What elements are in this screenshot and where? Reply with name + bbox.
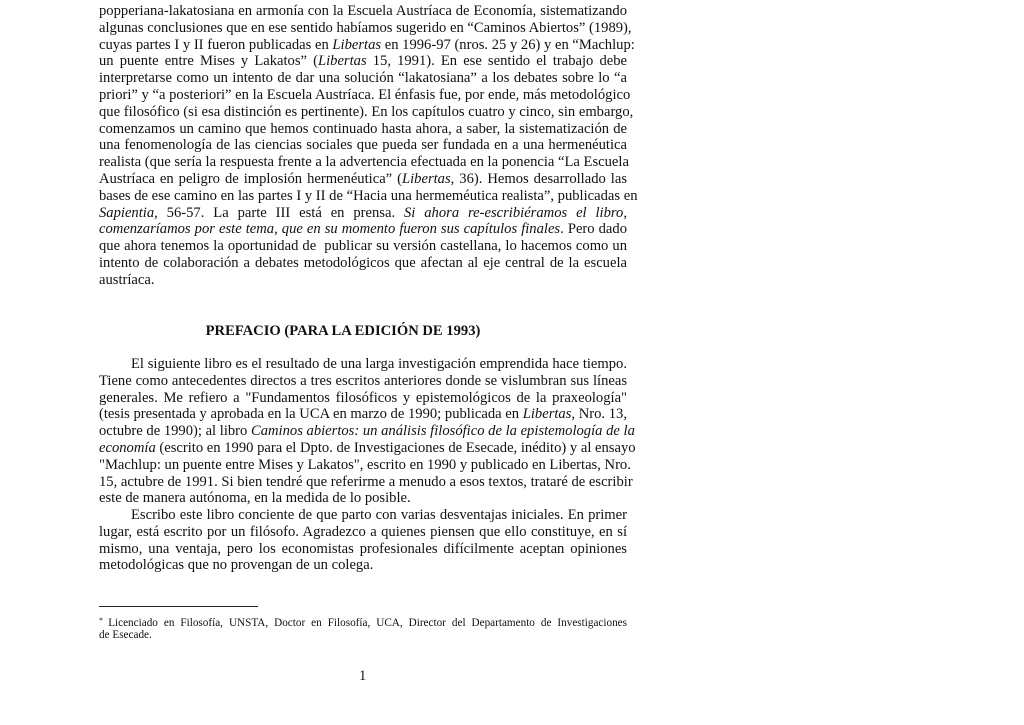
text-segment: generales. Me refiero a "Fundamentos filosóficos y epistemológicos de la praxeología" <box>99 389 627 406</box>
text-line <box>99 53 627 70</box>
footnote-marker: * <box>99 616 109 625</box>
text-line <box>99 490 627 507</box>
text-segment: mismo, una ventaja, pero los economistas profesionales difícilmente aceptan opiniones <box>99 540 627 557</box>
text-line <box>99 221 627 238</box>
italic-text: comenzaríamos por este tema, que en su momento fueron sus capítulos finales <box>99 221 561 238</box>
text-segment: algunas conclusiones que en ese sentido habíamos sugerido en “Caminos Abiertos” (1989), <box>99 19 632 36</box>
text-line <box>99 255 627 272</box>
text-segment: . Pero dado <box>560 221 627 238</box>
text-line <box>99 613 627 628</box>
text-line <box>99 456 631 474</box>
text-line <box>99 121 627 138</box>
text-line <box>99 19 632 37</box>
italic-text: Si ahora re-escribiéramos el libro, <box>404 204 627 221</box>
italic-text: Libertas <box>317 53 367 70</box>
text-segment: austríaca. <box>99 271 155 288</box>
text-segment: una fenomenología de las ciencias sociales que pueda ser fundada en a una hermenéutica <box>99 137 627 154</box>
text-segment: Tiene como antecedentes directos a tres escritos anteriores donde se vislumbran sus líneas <box>99 372 627 389</box>
text-line <box>99 70 627 87</box>
text-segment: cuyas partes I y II fueron publicadas en <box>99 36 333 53</box>
text-line <box>99 154 627 171</box>
text-segment: , Nro. 13, <box>571 406 627 423</box>
text-segment: este de manera autónoma, en la medida de lo posible. <box>99 490 411 507</box>
text-line <box>99 137 627 154</box>
text-line <box>99 541 627 558</box>
text-segment: , 56-57. La parte III está en prensa. <box>154 204 404 221</box>
text-line <box>99 557 627 574</box>
text-line <box>99 628 627 643</box>
text-segment: que filosófico (si esa distinción es pertinente). En los capítulos cuatro y cinco, sin embargo, <box>99 103 634 120</box>
text-line <box>99 103 634 121</box>
text-segment: "Machlup: un puente entre Mises y Lakatos", escrito en 1990 y publicado en Libertas, Nro. <box>99 456 631 473</box>
text-line <box>99 205 627 222</box>
text-line <box>99 524 627 541</box>
text-segment: en 1996-97 (nros. 25 y 26) y en “Machlup: <box>381 36 635 53</box>
text-segment: lugar, está escrito por un filósofo. Agradezco a quienes piensen que ello constituye, en sí <box>99 523 627 540</box>
text-segment: El siguiente libro es el resultado de una larga investigación emprendida hace tiempo. <box>131 356 627 372</box>
text-segment: popperiana-lakatosiana en armonía con la Escuela Austríaca de Economía, sistematizando <box>99 3 627 19</box>
text-line <box>99 373 627 390</box>
text-segment: de Esecade. <box>99 629 152 641</box>
text-segment: priori” y “a posteriori” en la Escuela Austríaca. El énfasis fue, por ende, más metodológico <box>99 86 631 103</box>
italic-text: Caminos abiertos: un análisis filosófico de la epistemología de la <box>250 423 635 440</box>
text-line <box>99 390 627 407</box>
text-segment: 15, 1991). En ese sentido el trabajo debe <box>366 53 628 70</box>
text-line <box>99 238 627 255</box>
text-segment: , 36). Hemos desarrollado las <box>450 170 628 187</box>
text-segment: intento de colaboración a debates metodológicos que afectan al eje central de la escuela <box>99 254 627 271</box>
text-line <box>99 439 636 457</box>
italic-text: economía <box>99 439 156 456</box>
text-segment: 15, actubre de 1991. Si bien tendré que referirme a menudo a esos textos, trataré de escribir <box>99 473 633 490</box>
text-line <box>99 507 627 524</box>
text-line <box>99 272 627 289</box>
text-segment: realista (que sería la respuesta frente a la advertencia efectuada en la ponencia “La Escuela <box>99 154 629 171</box>
text-line <box>99 86 631 104</box>
text-segment: interpretarse como un intento de dar una solución “lakatosiana” a los debates sobre lo “a <box>99 70 627 87</box>
text-segment: Escribo este libro conciente de que parto con varias desventajas iniciales. En primer <box>131 507 627 523</box>
italic-text: Sapientia <box>99 204 155 221</box>
paragraph-preface-2 <box>99 507 627 574</box>
italic-text: Libertas <box>402 170 451 187</box>
footnote <box>99 613 627 643</box>
section-heading: PREFACIO (PARA LA EDICIÓN DE 1993) <box>205 323 481 339</box>
text-line <box>99 3 627 20</box>
paragraph-preface-1 <box>99 356 636 507</box>
text-line <box>99 356 627 373</box>
footnote-divider <box>99 606 258 607</box>
italic-text: Libertas <box>522 406 572 423</box>
text-segment: un puente entre Mises y Lakatos” ( <box>99 53 318 70</box>
text-line <box>99 187 638 205</box>
text-line <box>99 423 635 440</box>
text-line <box>99 171 627 188</box>
paragraph-continued <box>99 3 638 289</box>
text-segment: (tesis presentada y aprobada en la UCA en marzo de 1990; publicada en <box>99 406 523 423</box>
text-segment: comenzamos un camino que hemos continuado hasta ahora, a saber, la sistematización de <box>99 120 627 137</box>
italic-text: Libertas <box>332 36 382 53</box>
text-segment: que ahora tenemos la oportunidad de publicar su versión castellana, lo hacemos como un <box>99 238 627 255</box>
text-segment: (escrito en 1990 para el Dpto. de Investigaciones de Esecade, inédito) y al ensayo <box>155 439 636 456</box>
text-segment: Licenciado en Filosofía, UNSTA, Doctor en Filosofía, UCA, Director del Departamento de Investigaciones <box>108 617 627 629</box>
text-line <box>99 36 635 54</box>
text-segment: bases de ese camino en las partes I y II de “Hacia una hermeméutica realista”, publicadas en <box>99 187 638 204</box>
text-segment: octubre de 1990); al libro <box>99 423 251 440</box>
page-number: 1 <box>359 668 367 684</box>
text-segment: metodológicas que no provengan de un colega. <box>99 557 374 574</box>
text-line <box>99 406 627 423</box>
text-line <box>99 473 633 491</box>
text-segment: Austríaca en peligro de implosión hermenéutica” ( <box>99 170 402 187</box>
